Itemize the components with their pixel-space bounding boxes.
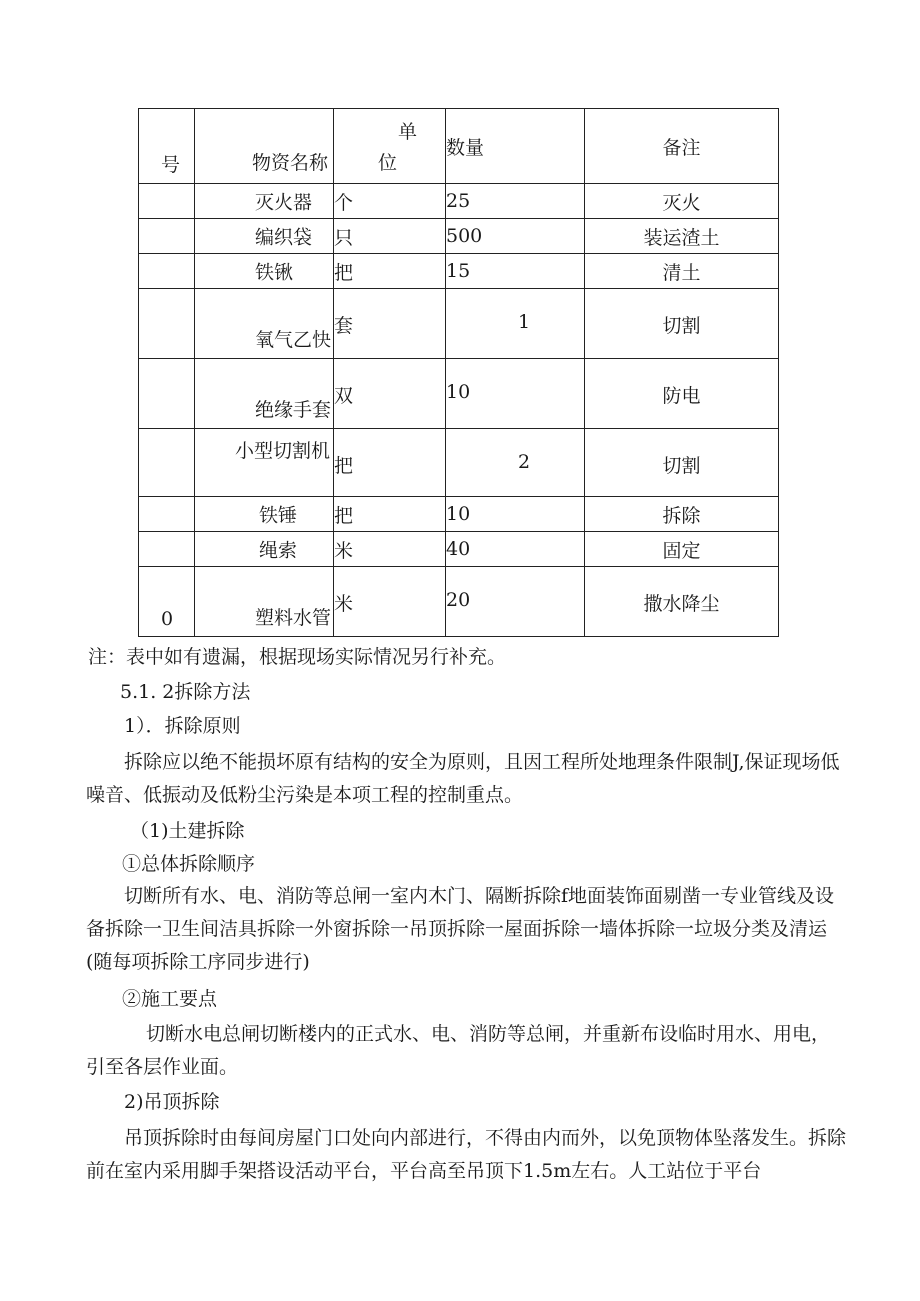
row-qty: 40 (446, 532, 585, 567)
row-no (139, 429, 195, 497)
row-name: 灭火器 (195, 184, 334, 219)
row-unit: 米 (334, 532, 446, 567)
table-row (139, 532, 779, 567)
row-note: 切割 (585, 429, 779, 497)
row-unit: 只 (334, 219, 446, 254)
paragraph-principle: 拆除应以绝不能损坏原有结构的安全为原则，且因工程所处地理条件限制J,保证现场低噪音、低振动及低粉尘污染是本项工程的控制重点。 (86, 751, 840, 806)
row-no (139, 497, 195, 532)
row-no (139, 254, 195, 289)
subheading-civil-demolition: （1)土建拆除 (130, 820, 245, 842)
row-no (139, 219, 195, 254)
row-unit: 套 (334, 289, 446, 359)
row-name: 氧气乙快 (195, 289, 334, 359)
table-row (139, 289, 779, 359)
row-note: 拆除 (585, 497, 779, 532)
row-qty: 20 (446, 567, 585, 637)
row-qty: 10 (446, 359, 585, 429)
row-name: 铁锤 (195, 497, 334, 532)
paragraph-ceiling: 吊顶拆除时由每间房屋门口处向内部进行，不得由内而外，以免顶物体坠落发生。拆除前在室内采用脚手架搭设活动平台，平台高至吊顶下1.5m左右。人工站位于平台 (86, 1127, 847, 1182)
row-unit: 个 (334, 184, 446, 219)
table-note: 注：表中如有遗漏，根据现场实际情况另行补充。 (88, 646, 507, 668)
row-note: 防电 (585, 359, 779, 429)
table-row (139, 219, 779, 254)
table-row (139, 567, 779, 637)
header-qty: 数量 (446, 109, 585, 184)
materials-table (138, 108, 779, 637)
row-qty: 25 (446, 184, 585, 219)
subheading-ceiling-demolition: 2)吊顶拆除 (124, 1091, 220, 1113)
row-name: 绝缘手套 (195, 359, 334, 429)
row-note: 固定 (585, 532, 779, 567)
row-unit: 把 (334, 254, 446, 289)
table-row (139, 359, 779, 429)
subheading-demolition-principle: 1）．拆除原则 (124, 715, 241, 737)
row-no (139, 184, 195, 219)
table-row (139, 429, 779, 497)
table-row (139, 184, 779, 219)
row-no (139, 289, 195, 359)
table-row (139, 497, 779, 532)
row-unit: 米 (334, 567, 446, 637)
section-heading: 5.1. 2拆除方法 (120, 681, 251, 703)
row-qty: 500 (446, 219, 585, 254)
row-qty: 1 (446, 289, 585, 359)
row-name: 小型切割机 (195, 429, 334, 497)
row-note: 装运渣土 (585, 219, 779, 254)
table-header-row (139, 109, 779, 184)
table-row (139, 254, 779, 289)
subheading-overall-order: ①总体拆除顺序 (122, 853, 256, 875)
row-qty: 15 (446, 254, 585, 289)
row-note: 撒水降尘 (585, 567, 779, 637)
row-name: 绳索 (195, 532, 334, 567)
row-unit: 双 (334, 359, 446, 429)
row-no (139, 532, 195, 567)
row-qty: 2 (446, 429, 585, 497)
row-note: 灭火 (585, 184, 779, 219)
row-unit: 把 (334, 497, 446, 532)
header-name: 物资名称 (195, 109, 334, 184)
header-note: 备注 (585, 109, 779, 184)
row-note: 清土 (585, 254, 779, 289)
header-no: 号 (139, 109, 195, 184)
row-no (139, 359, 195, 429)
paragraph-key-points: 切断水电总闸切断楼内的正式水、电、消防等总闸，并重新布设临时用水、用电，引至各层作业面。 (86, 1023, 831, 1078)
row-name: 塑料水管 (195, 567, 334, 637)
header-unit: 单 位 (334, 109, 446, 184)
row-name: 编织袋 (195, 219, 334, 254)
row-no: 0 (139, 567, 195, 637)
subheading-key-points: ②施工要点 (122, 988, 218, 1010)
row-qty: 10 (446, 497, 585, 532)
row-note: 切割 (585, 289, 779, 359)
row-unit: 把 (334, 429, 446, 497)
paragraph-order: 切断所有水、电、消防等总闸一室内木门、隔断拆除f地面装饰面剔凿一专业管线及设备拆除一卫生间洁具拆除一外窗拆除一吊顶拆除一屋面拆除一墙体拆除一垃圾分类及清运(随每项拆除工序同步进行) (86, 885, 835, 973)
row-name: 铁锹 (195, 254, 334, 289)
